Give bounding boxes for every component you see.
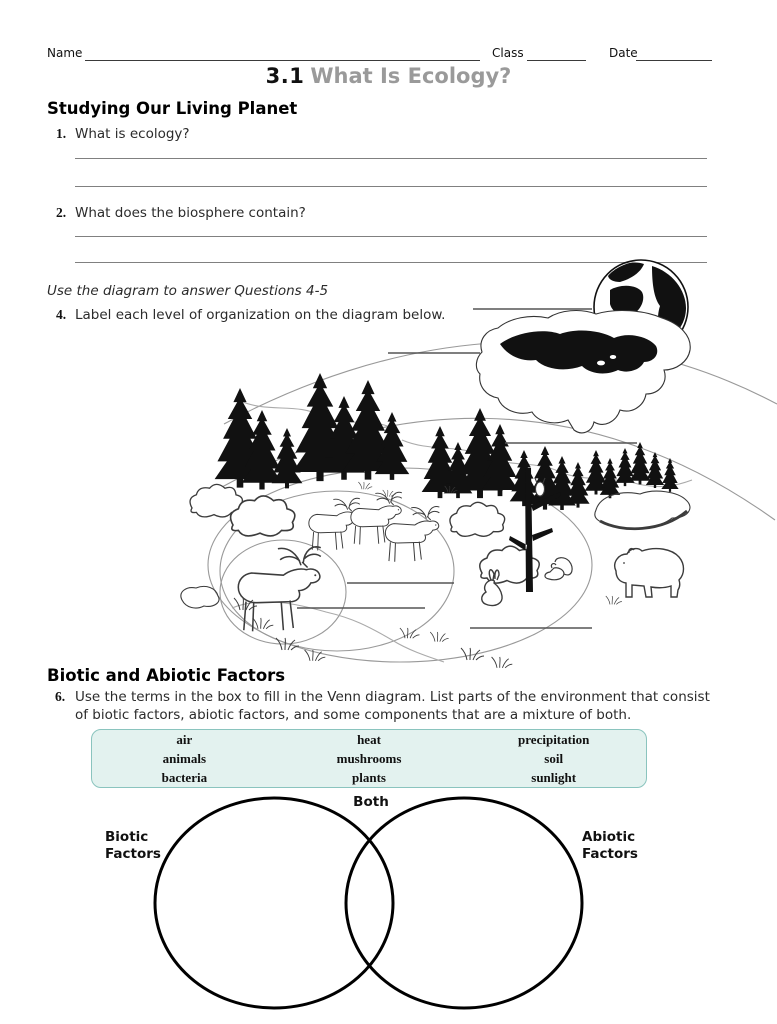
term-item: bacteria	[161, 770, 208, 785]
bear	[615, 549, 684, 597]
term-item: soil	[544, 751, 564, 766]
page-title	[0, 64, 777, 88]
term-box-column-1	[92, 730, 277, 787]
class-label: Class	[492, 46, 524, 60]
squirrel	[545, 558, 572, 580]
term-item: plants	[352, 770, 386, 785]
ecology-diagram	[0, 255, 777, 670]
term-item: mushrooms	[336, 751, 402, 766]
term-item: heat	[357, 732, 381, 747]
diagram-instruction: Use the diagram to answer Questions 4-5	[47, 283, 329, 299]
lesson-title: What Is Ecology?	[310, 64, 512, 88]
q1-number: 1.	[56, 126, 67, 141]
q2-text: What does the biosphere contain?	[75, 205, 306, 221]
term-item: sunlight	[531, 770, 577, 785]
venn-diagram	[0, 790, 777, 1024]
term-item: air	[176, 732, 193, 747]
venn-abiotic-label: Abiotic Factors	[582, 829, 638, 862]
q2-answer-line-1[interactable]	[75, 226, 707, 237]
q4-text: Label each level of organization on the diagram below.	[75, 307, 446, 323]
venn-both-label: Both	[353, 794, 389, 810]
venn-left-circle[interactable]	[155, 798, 393, 1008]
venn-right-circle[interactable]	[346, 798, 582, 1008]
section-heading-studying: Studying Our Living Planet	[47, 99, 298, 118]
lesson-number: 3.1	[265, 64, 305, 88]
term-box-column-2	[277, 730, 462, 787]
venn-biotic-label: Biotic Factors	[105, 829, 161, 862]
date-label: Date	[609, 46, 638, 60]
term-box	[91, 729, 647, 788]
lake	[595, 491, 690, 529]
bush	[450, 502, 505, 536]
q1-answer-line-2[interactable]	[75, 176, 707, 187]
q1-text: What is ecology?	[75, 126, 190, 142]
north-america-continent	[476, 311, 690, 433]
term-item: precipitation	[518, 732, 590, 747]
elk	[309, 498, 360, 550]
q4-number: 4.	[56, 307, 67, 322]
q6-text-line2: of biotic factors, abiotic factors, and some components that are a mixture of both.	[75, 707, 632, 723]
term-box-column-3	[461, 730, 646, 787]
class-blank-line[interactable]	[527, 46, 586, 61]
q6-text-line1: Use the terms in the box to fill in the Venn diagram. List parts of the environment that consist	[75, 689, 710, 705]
q1-answer-line-1[interactable]	[75, 148, 707, 159]
q6-number: 6.	[55, 689, 66, 704]
bull-elk	[238, 547, 320, 631]
section-heading-biotic-abiotic: Biotic and Abiotic Factors	[47, 666, 286, 685]
date-blank-line[interactable]	[636, 46, 712, 61]
q2-number: 2.	[56, 205, 67, 220]
name-label: Name	[47, 46, 83, 60]
name-blank-line[interactable]	[85, 46, 480, 61]
rock	[181, 586, 219, 608]
term-item: animals	[162, 751, 206, 766]
